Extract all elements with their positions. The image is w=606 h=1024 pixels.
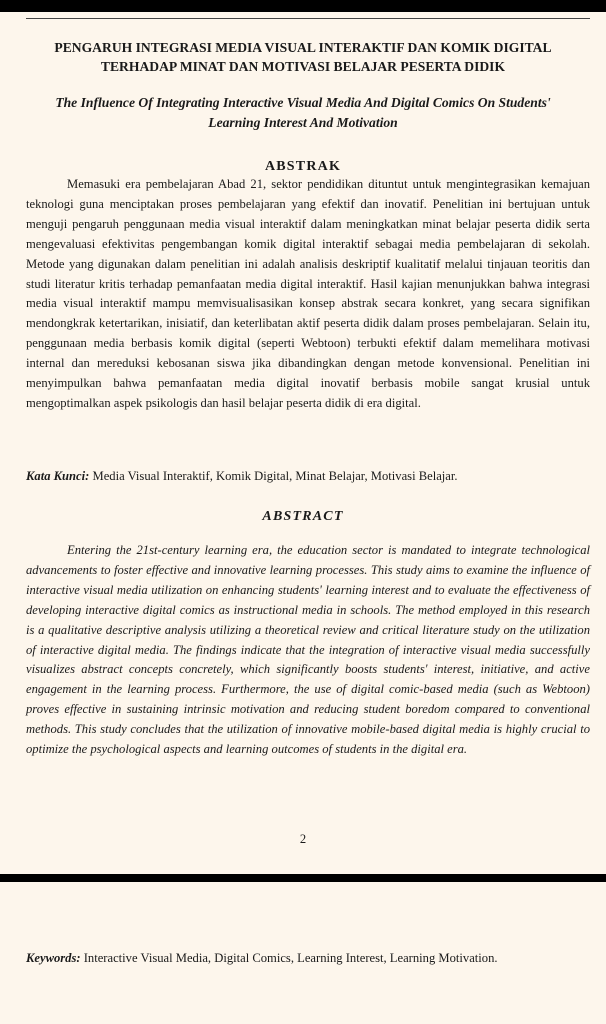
next-page [0, 882, 606, 1024]
keywords-line [26, 949, 590, 968]
kata-kunci-values: Media Visual Interaktif, Komik Digital, Minat Belajar, Motivasi Belajar. [89, 469, 458, 483]
page-separator-bar [0, 874, 606, 882]
paper-title: PENGARUH INTEGRASI MEDIA VISUAL INTERAKTIF DAN KOMIK DIGITAL TERHADAP MINAT DAN MOTIVASI BELAJAR PESERTA DIDIK [54, 40, 552, 74]
document-page [0, 12, 606, 874]
kata-kunci-line [26, 467, 590, 486]
abstrak-heading: ABSTRAK [264, 159, 342, 174]
header-rule [26, 18, 590, 19]
top-black-bar [0, 0, 606, 12]
abstrak-body: Memasuki era pembelajaran Abad 21, sektor pendidikan dituntut untuk mengintegrasikan kemajuan teknologi guna menciptakan proses pembelajaran yang efektif dan inovatif. Penelitian ini bertujuan untuk menguji pengaruh penggunaan media visual interaktif dalam meningkatkan minat belajar peserta didik serta mengevaluasi efektivitas pengembangan komik digital interaktif sebagai media pembelajaran di sekolah. Metode yang digunakan dalam penelitian ini adalah analisis deskriptif kualitatif melalui tinjauan teoritis dan studi literatur kritis terhadap pemanfaatan media digital interaktif. Hasil kajian menunjukkan bahwa integrasi media visual interaktif mampu memvisualisasikan konsep abstrak secara konkret, yang secara signifikan mendongkrak ketertarikan, inisiatif, dan keterlibatan aktif peserta didik dalam proses pembelajaran. Selain itu, penggunaan media berbasis komik digital (seperti Webtoon) terbukti efektif dalam memelihara motivasi internal dan mereduksi kebosanan siswa jika dibandingkan dengan metode konvensional. Penelitian ini menyimpulkan bahwa pemanfaatan media digital inovatif berbasis mobile sangat krusial untuk mengoptimalkan aspek psikologis dan hasil belajar peserta didik di era digital. [26, 177, 590, 410]
abstract-body: Entering the 21st-century learning era, the education sector is mandated to integrate technological advancements to foster effective and innovative learning processes. This study aims to examine the influence of interactive visual media utilization on enhancing students' learning interest and to evaluate the effectiveness of developing interactive digital comics as instructional media in schools. The method employed in this research is a qualitative descriptive analysis utilizing a theoretical review and critical literature study on the utilization of interactive digital media. The findings indicate that the integration of interactive visual media successfully visualizes abstract concepts concretely, which significantly boosts students' interest, initiative, and active engagement in the learning process. Furthermore, the use of digital comic-based media (such as Webtoon) proves effective in sustaining intrinsic motivation and reducing student boredom compared to conventional methods. This study concludes that the utilization of innovative mobile-based digital media is highly crucial to optimize the psychological aspects and learning outcomes of students in the digital era. [26, 543, 590, 757]
page-number: 2 [299, 832, 307, 846]
keywords-label: Keywords: [26, 951, 81, 965]
keywords-values: Interactive Visual Media, Digital Comics, Learning Interest, Learning Motivation. [80, 951, 498, 965]
kata-kunci-label: Kata Kunci: [26, 469, 90, 483]
paper-subtitle-english: The Influence Of Integrating Interactive Visual Media And Digital Comics On Students' Learning Interest And Motivation [55, 95, 551, 130]
abstract-heading: ABSTRACT [262, 509, 344, 524]
